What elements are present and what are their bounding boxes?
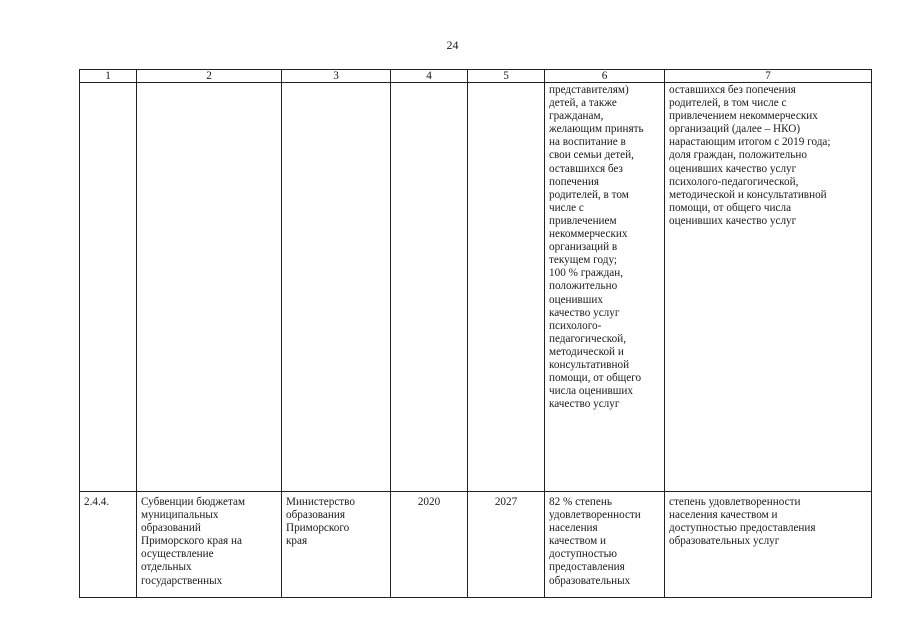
result-cell: представителям) детей, а также гражданам, желающим принять на воспитание в свои семьи детей, оставшихся без попечения родителей, в том числе с привлечением некоммерческих организаций в текущем году; 100 % граждан, положительно оценивших качество услуг психолого- педагогической, методической и консультативной помощи, от общего числа оценивших качество услуг — [545, 83, 665, 492]
activity-name-cell: Субвенции бюджетам муниципальных образований Приморского края на осуществление отдельных государственных — [137, 492, 282, 598]
row-number-cell — [80, 83, 137, 492]
start-year-cell — [391, 83, 468, 492]
column-header: 1 — [80, 70, 137, 83]
indicator-cell: оставшихся без попечения родителей, в том числе с привлечением некоммерческих организаций (далее – НКО) нарастающим итогом с 2019 года; доля граждан, положительно оценивших качество услуг психолого-педагогической, методической и консультативной помощи, от общего числа оценивших качество услуг — [665, 83, 872, 492]
program-table — [79, 69, 872, 598]
end-year-cell: 2027 — [468, 492, 545, 598]
row-number-cell: 2.4.4. — [80, 492, 137, 598]
column-header: 6 — [545, 70, 665, 83]
table-row — [80, 492, 872, 598]
end-year-cell — [468, 83, 545, 492]
column-header: 2 — [137, 70, 282, 83]
column-header: 7 — [665, 70, 872, 83]
column-header: 5 — [468, 70, 545, 83]
executor-cell: Министерство образования Приморского края — [282, 492, 391, 598]
column-header: 3 — [282, 70, 391, 83]
page-number: 24 — [446, 38, 459, 52]
executor-cell — [282, 83, 391, 492]
result-cell: 82 % степень удовлетворенности населения качеством и доступностью предоставления образовательных — [545, 492, 665, 598]
start-year-cell: 2020 — [391, 492, 468, 598]
table-row — [80, 83, 872, 492]
column-header: 4 — [391, 70, 468, 83]
activity-name-cell — [137, 83, 282, 492]
indicator-cell: степень удовлетворенности населения качеством и доступностью предоставления образовательных услуг — [665, 492, 872, 598]
table-header-row — [80, 70, 872, 83]
